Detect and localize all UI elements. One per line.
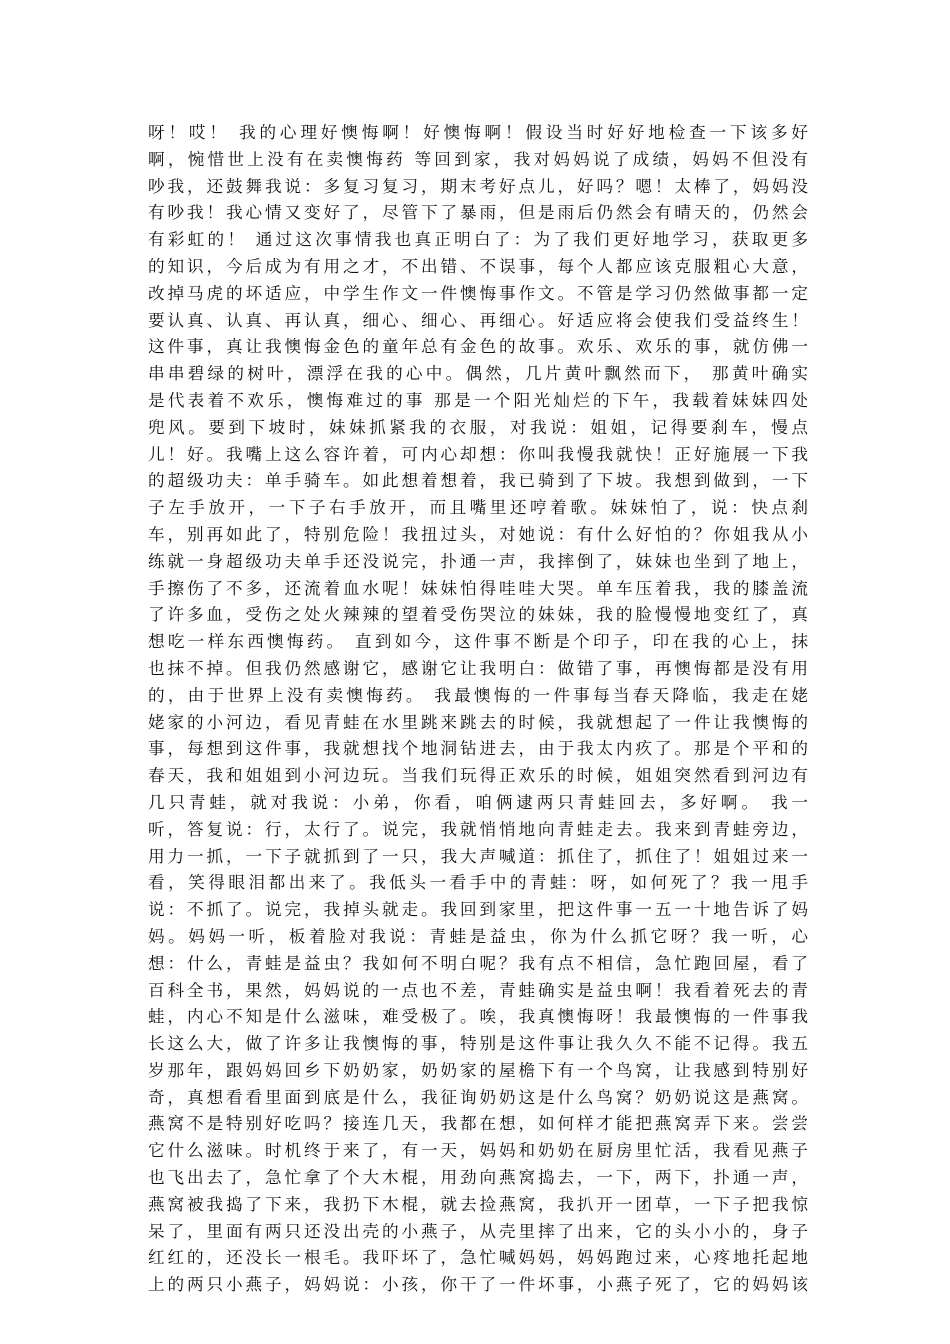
- text-line: 要认真、认真、再认真，细心、细心、再细心。好适应将会使我们受益终生！: [148, 310, 808, 330]
- text-line: 练就一身超级功夫单手还没说完，扑通一声，我摔倒了，妹妹也坐到了地上，: [148, 551, 808, 571]
- text-line: 看，笑得眼泪都出来了。我低头一看手中的青蛙：呀，如何死了？我一甩手: [148, 873, 808, 893]
- text-line: 改掉马虎的坏适应，中学生作文一件懊悔事作文。不管是学习仍然做事都一定: [148, 283, 808, 303]
- text-line: 上的两只小燕子，妈妈说：小孩，你干了一件坏事，小燕子死了，它的妈妈该: [148, 1275, 808, 1295]
- text-line: 兜风。要到下坡时，妹妹抓紧我的衣服，对我说：姐姐，记得要刹车，慢点: [148, 417, 808, 437]
- text-line: 了许多血，受伤之处火辣辣的望着受伤哭泣的妹妹，我的脸慢慢地变红了，真: [148, 605, 808, 625]
- text-line: 呆了，里面有两只还没出壳的小燕子，从壳里摔了出来，它的头小小的，身子: [148, 1221, 808, 1241]
- text-line: 儿！好。我嘴上这么容许着，可内心却想：你叫我慢我就快！正好施展一下我: [148, 444, 808, 464]
- text-line: 的超级功夫：单手骑车。如此想着想着，我已骑到了下坡。我想到做到，一下: [148, 471, 808, 491]
- text-line: 吵我，还鼓舞我说：多复习复习，期末考好点儿，好吗？嗯！太棒了，妈妈没: [148, 176, 808, 196]
- text-line: 的知识，今后成为有用之才，不出错、不误事，每个人都应该克服粗心大意，: [148, 256, 808, 276]
- text-line: 也飞出去了，急忙拿了个大木棍，用劲向燕窝捣去，一下，两下，扑通一声，: [148, 1168, 808, 1188]
- text-line: 想：什么，青蛙是益虫？我如何不明白呢？我有点不相信，急忙跑回屋，看了: [148, 953, 808, 973]
- text-line: 有彩虹的！ 通过这次事情我也真正明白了：为了我们更好地学习，获取更多: [148, 230, 808, 250]
- text-line: 说：不抓了。说完，我掉头就走。我回到家里，把这件事一五一十地告诉了妈: [148, 900, 808, 920]
- text-line: 呀！哎！ 我的心理好懊悔啊！好懊悔啊！假设当时好好地检查一下该多好: [148, 123, 808, 142]
- text-line: 想吃一样东西懊悔药。 直到如今，这件事不断是个印子，印在我的心上，抹: [148, 632, 808, 652]
- text-line: 岁那年，跟妈妈回乡下奶奶家，奶奶家的屋檐下有一个鸟窝，让我感到特别好: [148, 1060, 808, 1080]
- text-line: 用力一抓，一下子就抓到了一只，我大声喊道：抓住了，抓住了！姐姐过来一: [148, 846, 808, 866]
- text-line: 几只青蛙，就对我说：小弟，你看，咱俩逮两只青蛙回去，多好啊。 我一: [148, 792, 808, 812]
- text-line: 它什么滋味。时机终于来了，有一天，妈妈和奶奶在厨房里忙活，我看见燕子: [148, 1141, 808, 1161]
- text-line: 手擦伤了不多，还流着血水呢！妹妹怕得哇哇大哭。单车压着我，我的膝盖流: [148, 578, 808, 598]
- text-line: 奇，真想看看里面到底是什么，我征询奶奶这是什么鸟窝？奶奶说这是燕窝。: [148, 1087, 808, 1107]
- text-line: 红红的，还没长一根毛。我吓坏了，急忙喊妈妈，妈妈跑过来，心疼地托起地: [148, 1248, 808, 1268]
- body-text: [148, 120, 808, 1299]
- text-line: 的，由于世界上没有卖懊悔药。 我最懊悔的一件事每当春天降临，我走在姥: [148, 685, 808, 705]
- text-line: 有吵我！我心情又变好了，尽管下了暴雨，但是雨后仍然会有晴天的，仍然会: [148, 203, 808, 223]
- text-line: 长这么大，做了许多让我懊悔的事，特别是这件事让我久久不能不记得。我五: [148, 1034, 808, 1054]
- text-line: 是代表着不欢乐，懊悔难过的事 那是一个阳光灿烂的下午，我载着妹妹四处: [148, 390, 808, 410]
- text-line: 姥家的小河边，看见青蛙在水里跳来跳去的时候，我就想起了一件让我懊悔的: [148, 712, 808, 732]
- text-line: 子左手放开，一下子右手放开，而且嘴里还哼着歌。妹妹怕了，说：快点刹: [148, 498, 808, 518]
- text-line: 事，每想到这件事，我就想找个地洞钻进去，由于我太内疚了。那是个平和的: [148, 739, 808, 759]
- text-line: 蛙，内心不知是什么滋味，难受极了。唉，我真懊悔呀！我最懊悔的一件事我: [148, 1007, 808, 1027]
- text-line: 这件事，真让我懊悔金色的童年总有金色的故事。欢乐、欢乐的事，就仿佛一: [148, 337, 808, 357]
- text-line: 妈。妈妈一听，板着脸对我说：青蛙是益虫，你为什么抓它呀？我一听，心: [148, 926, 808, 946]
- text-line: 燕窝被我捣了下来，我扔下木棍，就去捡燕窝，我扒开一团草，一下子把我惊: [148, 1194, 808, 1214]
- text-line: 啊，惋惜世上没有在卖懊悔药 等回到家，我对妈妈说了成绩，妈妈不但没有: [148, 149, 808, 169]
- text-line: 春天，我和姐姐到小河边玩。当我们玩得正欢乐的时候，姐姐突然看到河边有: [148, 766, 808, 786]
- text-line: 百科全书，果然，妈妈说的一点也不差，青蛙确实是益虫啊！我看着死去的青: [148, 980, 808, 1000]
- text-line: 车，别再如此了，特别危险！我扭过头，对她说：有什么好怕的？你姐我从小: [148, 524, 808, 544]
- text-line: 串串碧绿的树叶，漂浮在我的心中。偶然，几片黄叶飘然而下， 那黄叶确实: [148, 364, 808, 384]
- text-line: 燕窝不是特别好吃吗？接连几天，我都在想，如何样才能把燕窝弄下来。尝尝: [148, 1114, 808, 1134]
- text-line: 听，答复说：行，太行了。说完，我就悄悄地向青蛙走去。我来到青蛙旁边，: [148, 819, 808, 839]
- text-line: 也抹不掉。但我仍然感谢它，感谢它让我明白：做错了事，再懊悔都是没有用: [148, 658, 808, 678]
